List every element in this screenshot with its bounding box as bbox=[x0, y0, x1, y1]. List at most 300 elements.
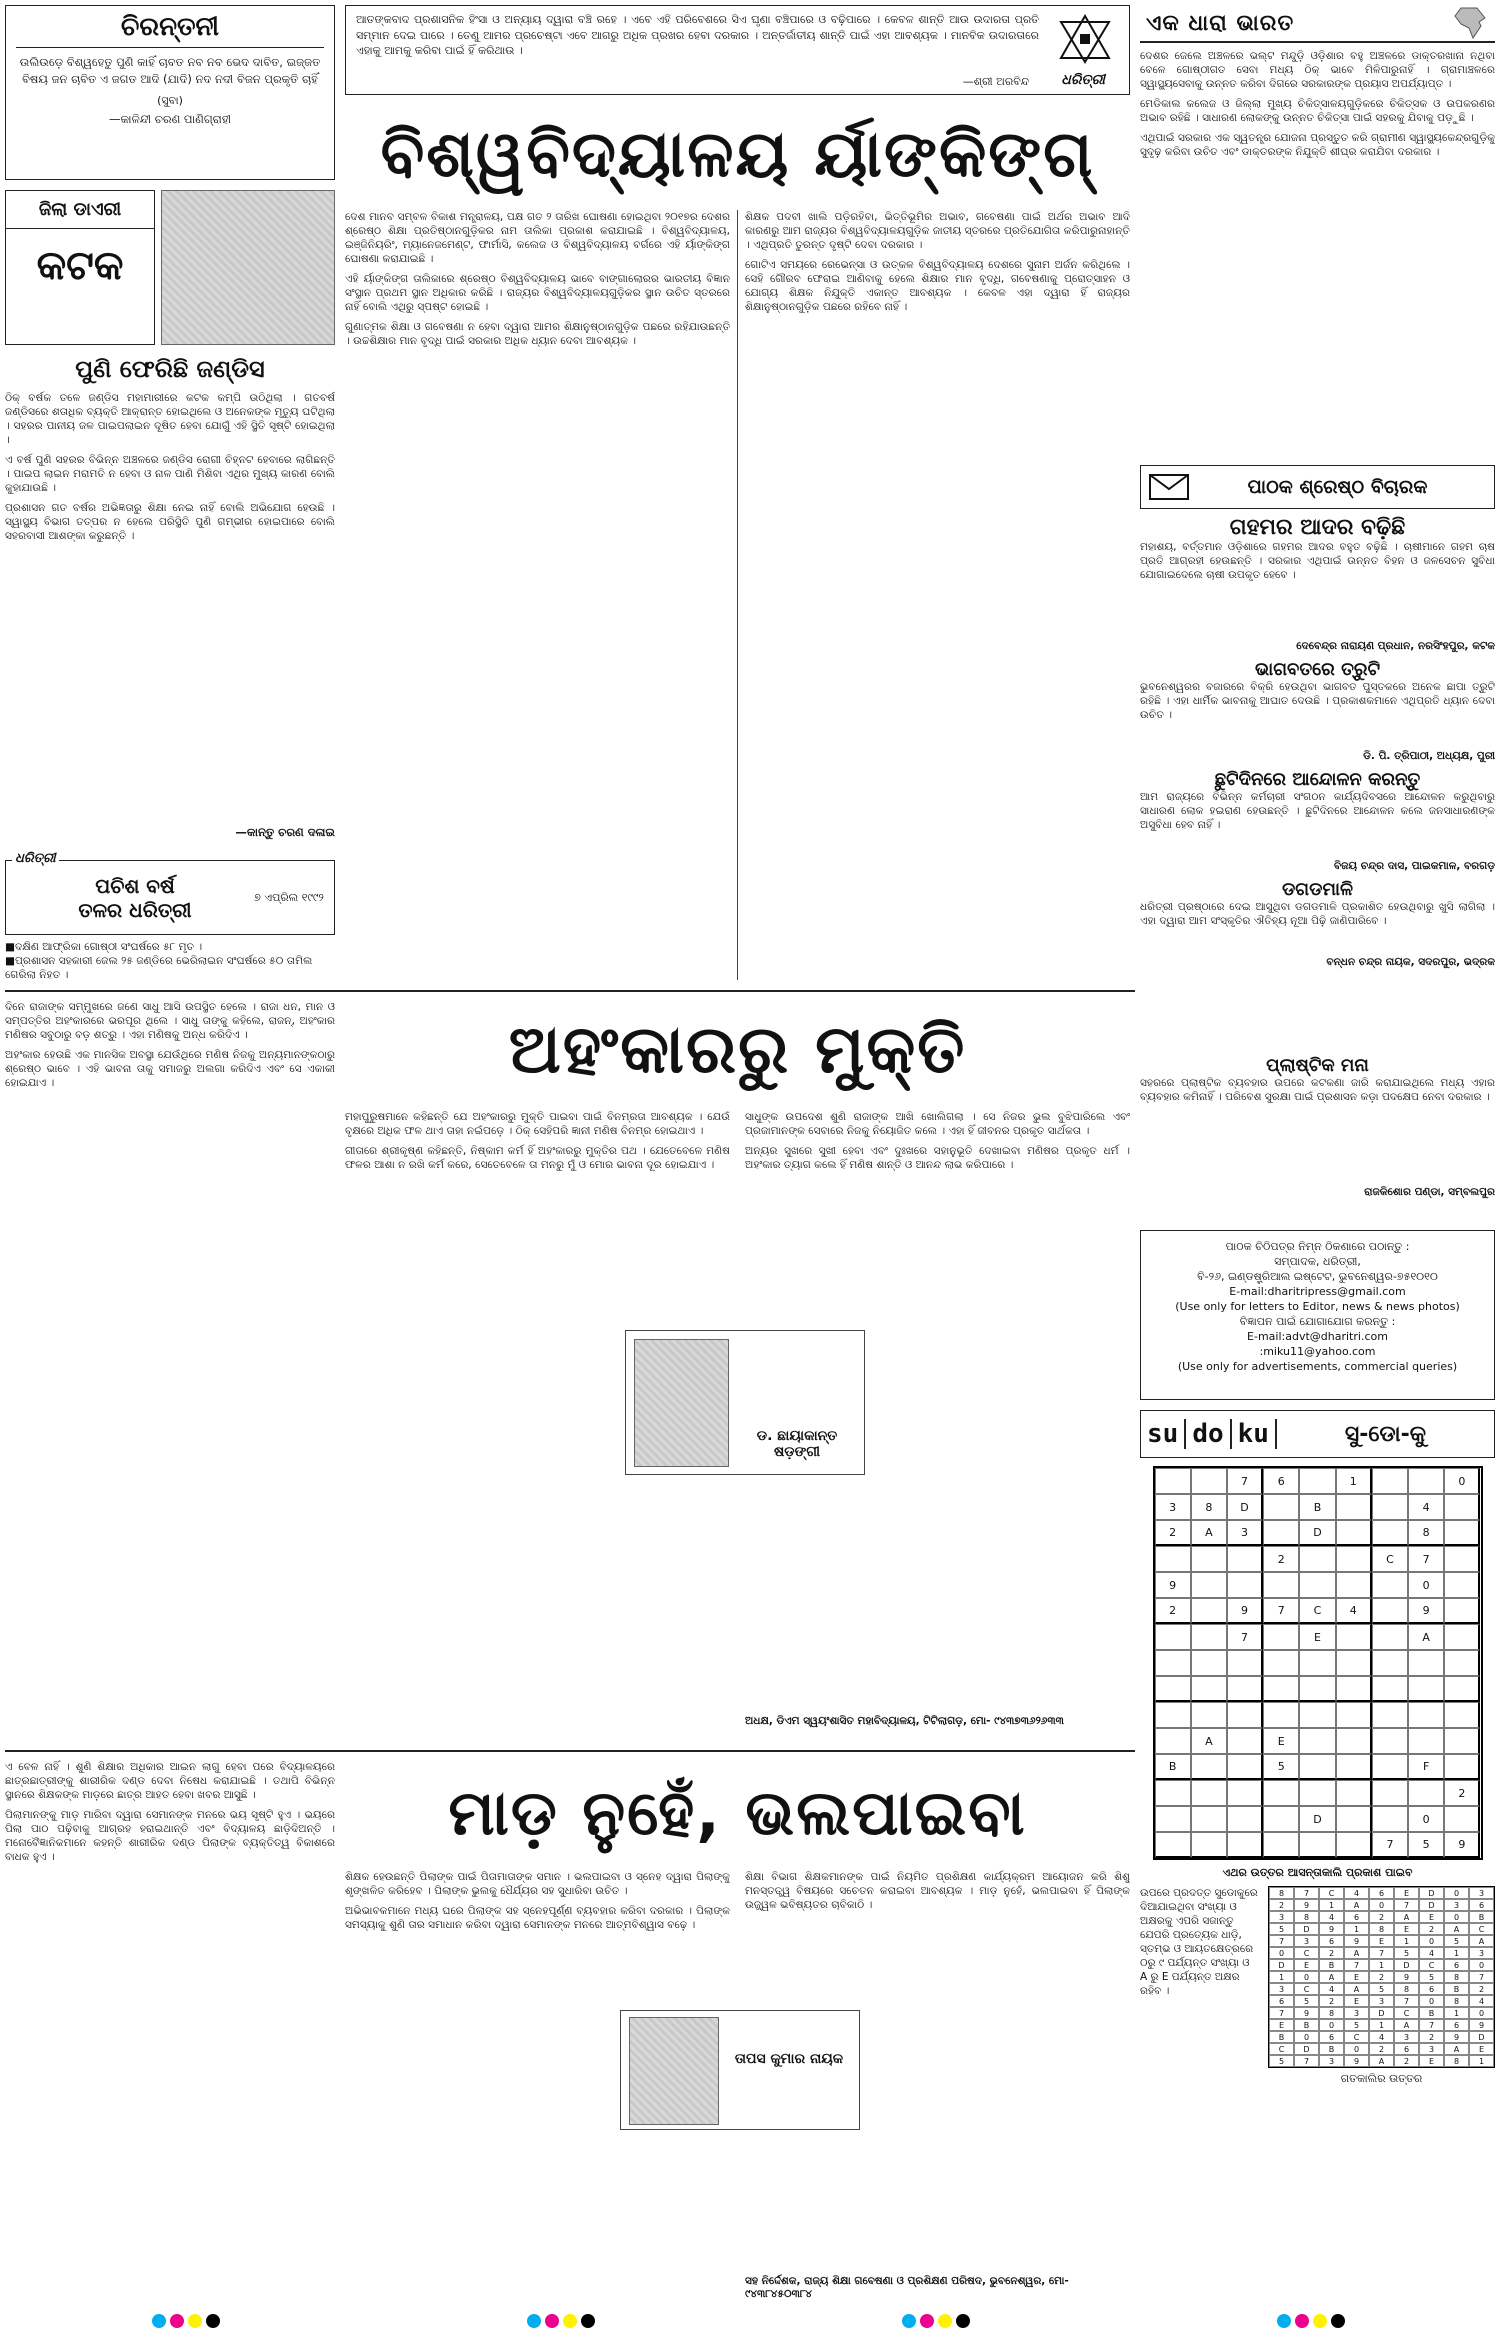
sudoku-cell[interactable] bbox=[1227, 1676, 1263, 1702]
solution-cell: 0 bbox=[1369, 1899, 1394, 1911]
sudoku-cell[interactable] bbox=[1263, 1520, 1299, 1546]
solution-cell: C bbox=[1344, 2031, 1369, 2043]
color-swatch bbox=[920, 2314, 934, 2328]
sudoku-title-en: ku bbox=[1232, 1419, 1277, 1449]
main-article-para: ଗୋଟିଏ ସମୟରେ ରେଭେନ୍ସା ଓ ଉତ୍କଳ ବିଶ୍ୱବିଦ୍ୟାଳୟ ଦେଶରେ ସୁନାମ ଅର୍ଜନ କରିଥିଲେ । ସେହି ଗୌରବ ଫେରାଇ ଆଣିବାକୁ ହେଲେ ଶିକ୍ଷାର ମାନ ବୃଦ୍ଧି, ଗବେଷଣାକୁ ପ୍ରୋତ୍ସାହନ ଓ ଯୋଗ୍ୟ ଶିକ୍ଷକ ନିଯୁକ୍ତି ଏକାନ୍ତ ଆବଶ୍ୟକ । କେବଳ ଏହା ଦ୍ୱାରା ହିଁ ରାଜ୍ୟର ଶିକ୍ଷାନୁଷ୍ଠାନଗୁଡ଼ିକ ପଛରେ ରହିବେ ନାହିଁ । bbox=[745, 259, 1130, 313]
solution-cell: 3 bbox=[1269, 1983, 1294, 1995]
solution-cell: 5 bbox=[1369, 1983, 1394, 1995]
solution-cell: 1 bbox=[1444, 1947, 1469, 1959]
sudoku-cell[interactable] bbox=[1299, 1702, 1335, 1728]
sudoku-cell[interactable] bbox=[1299, 1832, 1335, 1858]
ekdhara-bharat-title: ଏକ ଧାରା ଭାରତ bbox=[1146, 10, 1295, 36]
solution-cell: 4 bbox=[1419, 1947, 1444, 1959]
sudoku-cell[interactable] bbox=[1336, 1650, 1372, 1676]
sudoku-cell[interactable] bbox=[1191, 1806, 1227, 1832]
solution-cell: 6 bbox=[1319, 1935, 1344, 1947]
sudoku-cell[interactable]: 8 bbox=[1408, 1520, 1444, 1546]
solution-cell: E bbox=[1419, 2055, 1444, 2067]
solution-cell: 2 bbox=[1369, 1971, 1394, 1983]
solution-cell: A bbox=[1344, 1983, 1369, 1995]
sudoku-cell[interactable] bbox=[1155, 1832, 1191, 1858]
sudoku-cell[interactable] bbox=[1372, 1572, 1408, 1598]
letter-title: ଛୁଟିଦିନରେ ଆନ୍ଦୋଳନ କରନ୍ତୁ bbox=[1214, 769, 1421, 790]
ahankara-author-caption: ଡ. ଛାୟାକାନ୍ତ ଷଡ଼ଙ୍ଗୀ bbox=[756, 1428, 838, 1460]
sudoku-cell[interactable] bbox=[1155, 1728, 1191, 1754]
solution-cell: 8 bbox=[1444, 1971, 1469, 1983]
ahankara-para: ମହାପୁରୁଷମାନେ କହିଛନ୍ତି ଯେ ଅହଂକାରରୁ ମୁକ୍ତି ପାଇବା ପାଇଁ ବିନମ୍ରତା ଆବଶ୍ୟକ । ଯେଉଁ ବୃକ୍ଷରେ ଅଧିକ ଫଳ ଥାଏ ତାହା ନଇଁପଡ଼େ । ଠିକ୍ ସେହିପରି ଜ୍ଞାନୀ ମଣିଷ ବିନମ୍ର ହୋଇଥାଏ । bbox=[345, 1111, 730, 1137]
solution-cell: C bbox=[1294, 1947, 1319, 1959]
sudoku-cell[interactable] bbox=[1336, 1832, 1372, 1858]
ahankara-para: ଅନ୍ୟର ସୁଖରେ ସୁଖୀ ହେବା ଏବଂ ଦୁଃଖରେ ସହାନୁଭୂତି ଦେଖାଇବା ମଣିଷର ପ୍ରକୃତ ଧର୍ମ । ଅହଂକାର ତ୍ୟାଗ କଲେ ହିଁ ମଣିଷ ଶାନ୍ତି ଓ ଆନନ୍ଦ ଲାଭ କରିପାରେ । bbox=[745, 1145, 1130, 1171]
sudoku-cell[interactable] bbox=[1372, 1494, 1408, 1520]
sudoku-cell[interactable] bbox=[1444, 1546, 1480, 1572]
sudoku-cell[interactable]: C bbox=[1299, 1598, 1335, 1624]
sudoku-cell[interactable]: F bbox=[1408, 1754, 1444, 1780]
sudoku-cell[interactable] bbox=[1299, 1546, 1335, 1572]
sudoku-cell[interactable] bbox=[1372, 1598, 1408, 1624]
letters-section bbox=[1140, 465, 1495, 1125]
sudoku-cell[interactable] bbox=[1191, 1754, 1227, 1780]
cityscape-photo bbox=[161, 190, 335, 345]
sudoku-cell[interactable] bbox=[1372, 1806, 1408, 1832]
letter-sign: ଦେବେନ୍ଦ୍ର ନାରାୟଣ ପ୍ରଧାନ, ନରସିଂହପୁର, କଟକ bbox=[1296, 640, 1495, 652]
sudoku-cell[interactable] bbox=[1372, 1650, 1408, 1676]
sudoku-cell[interactable] bbox=[1299, 1572, 1335, 1598]
sudoku-cell[interactable] bbox=[1263, 1624, 1299, 1650]
solution-cell: E bbox=[1294, 1959, 1319, 1971]
sudoku-cell[interactable] bbox=[1444, 1624, 1480, 1650]
sudoku-cell[interactable] bbox=[1155, 1676, 1191, 1702]
letter-sign: ଡି. ପି. ତ୍ରିପାଠୀ, ଅଧ୍ୟକ୍ଷ, ପୁରୀ bbox=[1363, 750, 1495, 762]
sudoku-cell[interactable] bbox=[1263, 1676, 1299, 1702]
sudoku-cell[interactable] bbox=[1408, 1780, 1444, 1806]
sudoku-cell[interactable] bbox=[1227, 1754, 1263, 1780]
main-article-col-2 bbox=[745, 210, 1130, 985]
solution-cell: 2 bbox=[1394, 2055, 1419, 2067]
sudoku-cell[interactable] bbox=[1227, 1572, 1263, 1598]
sudoku-cell[interactable] bbox=[1299, 1754, 1335, 1780]
sudoku-cell[interactable] bbox=[1263, 1832, 1299, 1858]
sudoku-cell[interactable]: 7 bbox=[1408, 1546, 1444, 1572]
letter-item bbox=[1140, 769, 1495, 873]
sudoku-cell[interactable] bbox=[1299, 1676, 1335, 1702]
sudoku-cell[interactable] bbox=[1372, 1624, 1408, 1650]
sudoku-cell[interactable]: 9 bbox=[1155, 1572, 1191, 1598]
letter-sign: ବନ୍ଧନ ଚନ୍ଦ୍ର ନାୟକ, ସଦରପୁର, ଭଦ୍ରକ bbox=[1326, 956, 1495, 968]
section-rule bbox=[5, 1750, 1135, 1752]
sudoku-cell[interactable]: 8 bbox=[1191, 1494, 1227, 1520]
sudoku-cell[interactable]: C bbox=[1372, 1546, 1408, 1572]
chirantani-title: ଚିରନ୍ତନୀ bbox=[16, 12, 324, 48]
sudoku-cell[interactable]: E bbox=[1263, 1728, 1299, 1754]
sudoku-cell[interactable]: 4 bbox=[1408, 1494, 1444, 1520]
zilla-diary-header bbox=[5, 190, 335, 345]
sudoku-cell[interactable] bbox=[1336, 1624, 1372, 1650]
color-swatch bbox=[938, 2314, 952, 2328]
sudoku-cell[interactable] bbox=[1444, 1728, 1480, 1754]
solution-cell: 8 bbox=[1269, 1887, 1294, 1899]
solution-cell: D bbox=[1269, 1959, 1294, 1971]
sudoku-cell[interactable] bbox=[1372, 1780, 1408, 1806]
sudoku-cell[interactable] bbox=[1155, 1702, 1191, 1728]
solution-cell: 6 bbox=[1444, 1959, 1469, 1971]
sudoku-cell[interactable]: 7 bbox=[1372, 1832, 1408, 1858]
sudoku-cell[interactable] bbox=[1191, 1624, 1227, 1650]
solution-cell: B bbox=[1269, 2031, 1294, 2043]
sudoku-cell[interactable] bbox=[1299, 1728, 1335, 1754]
sudoku-cell[interactable] bbox=[1408, 1468, 1444, 1494]
solution-cell: A bbox=[1344, 1899, 1369, 1911]
pachisa-barsha-date: ୭ ଏପ୍ରିଲ ୧୯୯୨ bbox=[254, 890, 324, 904]
sudoku-cell[interactable]: 2 bbox=[1155, 1520, 1191, 1546]
sudoku-cell[interactable] bbox=[1408, 1728, 1444, 1754]
color-swatch bbox=[956, 2314, 970, 2328]
letter-item bbox=[1140, 1055, 1495, 1225]
solution-cell: A bbox=[1344, 1947, 1369, 1959]
sudoku-cell[interactable]: 2 bbox=[1155, 1598, 1191, 1624]
chirantani-poem: ଉଲିଉଡ଼େ ବିଶ୍ୱହେତୁ ପୁଣି କାହିଁ ଚାବତ ନବ ନବ ଭେଦ ଦାବିତ, ଇଜ୍ଜତ ବିଷୟ ଜନ ଚାବିତ ଏ ଜଗତ ଆଦି (ଯାଦି) ନଦ ନଦୀ ବିଜନ ପ୍ରକୃତି ଚାହିଁ bbox=[19, 55, 321, 86]
chirantani-box bbox=[5, 5, 335, 180]
sudoku-cell[interactable] bbox=[1444, 1650, 1480, 1676]
solution-cell: 8 bbox=[1369, 1923, 1394, 1935]
solution-cell: D bbox=[1469, 2031, 1494, 2043]
solution-cell: C bbox=[1394, 2007, 1419, 2019]
sudoku-cell[interactable] bbox=[1372, 1468, 1408, 1494]
solution-cell: 6 bbox=[1319, 2031, 1344, 2043]
solution-cell: 3 bbox=[1419, 2043, 1444, 2055]
solution-cell: 1 bbox=[1319, 1899, 1344, 1911]
sudoku-cell[interactable] bbox=[1155, 1546, 1191, 1572]
solution-cell: 2 bbox=[1369, 2043, 1394, 2055]
sudoku-cell[interactable] bbox=[1336, 1754, 1372, 1780]
mada-nuhen-para: ଅଭିଭାବକମାନେ ମଧ୍ୟ ଘରେ ପିଲାଙ୍କ ସହ ସ୍ନେହପୂର୍ଣ୍ଣ ବ୍ୟବହାର କରିବା ଦରକାର । ପିଲାଙ୍କ ସମସ୍ୟାକୁ ଶୁଣି ତାର ସମାଧାନ କରିବା ଦ୍ୱାରା ସେମାନଙ୍କ ମନରେ ଆତ୍ମବିଶ୍ୱାସ ବଢ଼େ । bbox=[345, 1905, 730, 1931]
sudoku-cell[interactable] bbox=[1191, 1676, 1227, 1702]
letter-title: ଭାଗବତରେ ତ୍ରୁଟି bbox=[1254, 659, 1381, 680]
sudoku-cell[interactable]: 3 bbox=[1155, 1494, 1191, 1520]
pachisa-barsha-item: ■ଦକ୍ଷିଣ ଆଫ୍ରିକା ଗୋଷ୍ଠୀ ସଂଘର୍ଷରେ ୫୮ ମୃତ । bbox=[5, 941, 203, 953]
sudoku-cell[interactable] bbox=[1372, 1728, 1408, 1754]
solution-cell: 7 bbox=[1269, 2007, 1294, 2019]
solution-cell: 8 bbox=[1444, 1995, 1469, 2007]
sudoku-cell[interactable] bbox=[1336, 1572, 1372, 1598]
solution-cell: 6 bbox=[1419, 1983, 1444, 1995]
sudoku-cell[interactable] bbox=[1227, 1546, 1263, 1572]
solution-cell: A bbox=[1319, 1971, 1344, 1983]
sudoku-cell[interactable] bbox=[1155, 1806, 1191, 1832]
sudoku-cell[interactable]: D bbox=[1299, 1806, 1335, 1832]
sudoku-cell[interactable] bbox=[1408, 1676, 1444, 1702]
sudoku-cell[interactable]: 5 bbox=[1263, 1754, 1299, 1780]
sudoku-cell[interactable]: 9 bbox=[1227, 1598, 1263, 1624]
chirantani-tag: (ସୁବା) bbox=[157, 94, 183, 107]
letter-sign: ବିଜୟ ଚନ୍ଦ୍ର ଦାସ, ପାଇକମାଳ, ବରଗଡ଼ bbox=[1333, 860, 1495, 872]
solution-cell: 3 bbox=[1294, 1935, 1319, 1947]
sudoku-cell[interactable] bbox=[1263, 1650, 1299, 1676]
solution-cell: E bbox=[1419, 1911, 1444, 1923]
pachisa-barsha-item: ■ପ୍ରଶାସନ ସହକାରୀ ଜେଲ ୨୫ ଜଣ୍ଡିରେ ଭେରିଲାଇନ ସଂଘର୍ଷରେ ୫୦ ତାମିଲ ଗେରିଲା ନିହତ । bbox=[5, 955, 313, 981]
sudoku-cell[interactable]: 1 bbox=[1336, 1468, 1372, 1494]
solution-cell: E bbox=[1269, 2019, 1294, 2031]
sudoku-cell[interactable] bbox=[1191, 1702, 1227, 1728]
section-rule bbox=[5, 990, 1135, 992]
mada-nuhen-footer: ସହ ନିର୍ଦ୍ଦେଶକ, ରାଜ୍ୟ ଶିକ୍ଷା ଗବେଷଣା ଓ ପ୍ରଶିକ୍ଷଣ ପରିଷଦ, ଭୁବନେଶ୍ୱର, ମୋ- ୯୪୩୮୪୫୦୩୮୪ bbox=[745, 2275, 1069, 2300]
contact-email-link[interactable]: :miku11@yahoo.com bbox=[1259, 1345, 1376, 1358]
sudoku-cell[interactable] bbox=[1336, 1676, 1372, 1702]
sudoku-cell[interactable] bbox=[1191, 1598, 1227, 1624]
sudoku-cell[interactable] bbox=[1408, 1702, 1444, 1728]
solution-cell: D bbox=[1394, 1959, 1419, 1971]
solution-cell: 3 bbox=[1269, 1911, 1294, 1923]
solution-cell: 7 bbox=[1269, 1935, 1294, 1947]
sudoku-solution-label: ଗତକାଲିର ଉତ୍ତର bbox=[1340, 2072, 1423, 2085]
solution-cell: 6 bbox=[1369, 1887, 1394, 1899]
sudoku-cell[interactable] bbox=[1191, 1650, 1227, 1676]
mada-nuhen-headline: ମାଡ଼ ନୁହେଁ, ଭଲପାଇବା bbox=[448, 1776, 1027, 1849]
sudoku-cell[interactable] bbox=[1227, 1832, 1263, 1858]
sudoku-cell[interactable]: 5 bbox=[1408, 1832, 1444, 1858]
ahankara-para: ଅହଂକାର ହେଉଛି ଏକ ମାନସିକ ଅବସ୍ଥା ଯେଉଁଥିରେ ମଣିଷ ନିଜକୁ ଅନ୍ୟମାନଙ୍କଠାରୁ ଶ୍ରେଷ୍ଠ ଭାବେ । ଏହି ଭାବନା ତାକୁ ସମାଜରୁ ଅଲଗା କରିଦିଏ ଏବଂ ସେ ଏକାକୀ ହୋଇଯାଏ । bbox=[5, 1049, 335, 1089]
solution-cell: 2 bbox=[1319, 1947, 1344, 1959]
sudoku-cell[interactable] bbox=[1155, 1624, 1191, 1650]
solution-cell: C bbox=[1419, 1959, 1444, 1971]
sudoku-cell[interactable] bbox=[1444, 1754, 1480, 1780]
pachisa-barsha-title-1: ପଚିଶ ବର୍ଷ bbox=[95, 873, 175, 898]
sudoku-cell[interactable] bbox=[1155, 1468, 1191, 1494]
sudoku-cell[interactable] bbox=[1155, 1650, 1191, 1676]
solution-cell: 4 bbox=[1319, 1983, 1344, 1995]
solution-cell: E bbox=[1369, 1935, 1394, 1947]
solution-cell: 7 bbox=[1294, 1887, 1319, 1899]
solution-cell: A bbox=[1469, 1935, 1494, 1947]
sudoku-cell[interactable] bbox=[1372, 1754, 1408, 1780]
sudoku-cell[interactable]: 2 bbox=[1444, 1780, 1480, 1806]
solution-cell: C bbox=[1469, 1923, 1494, 1935]
solution-cell: D bbox=[1294, 1923, 1319, 1935]
sudoku-cell[interactable] bbox=[1336, 1546, 1372, 1572]
sudoku-cell[interactable]: D bbox=[1299, 1520, 1335, 1546]
ahankara-para: ଗୀତାରେ ଶ୍ରୀକୃଷ୍ଣ କହିଛନ୍ତି, ନିଷ୍କାମ କର୍ମ ହିଁ ଅହଂକାରରୁ ମୁକ୍ତିର ପଥ । ଯେତେବେଳେ ମଣିଷ ଫଳର ଆଶା ନ ରଖି କର୍ମ କରେ, ସେତେବେଳେ ତା ମନରୁ ମୁଁ ଓ ମୋର ଭାବନା ଦୂର ହୋଇଯାଏ । bbox=[345, 1145, 730, 1171]
star-emblem-icon bbox=[1059, 14, 1111, 64]
sudoku-cell[interactable] bbox=[1336, 1520, 1372, 1546]
sudoku-cell[interactable]: E bbox=[1299, 1624, 1335, 1650]
sudoku-cell[interactable]: 9 bbox=[1408, 1598, 1444, 1624]
sudoku-cell[interactable]: D bbox=[1227, 1494, 1263, 1520]
letter-text: ଆମ ରାଜ୍ୟରେ ବିଭିନ୍ନ କର୍ମଚାରୀ ସଂଗଠନ କାର୍ଯ୍ୟଦିବସରେ ଆନ୍ଦୋଳନ କରୁଥିବାରୁ ସାଧାରଣ ଲୋକ ହଇରାଣ ହେଉଛନ୍ତି । ଛୁଟିଦିନରେ ଆନ୍ଦୋଳନ କଲେ ଜନସାଧାରଣଙ୍କ ଅସୁବିଧା ହେବ ନାହିଁ । bbox=[1140, 791, 1495, 831]
solution-cell: 3 bbox=[1469, 1887, 1494, 1899]
solution-cell: A bbox=[1369, 2055, 1394, 2067]
solution-cell: 2 bbox=[1269, 1899, 1294, 1911]
sudoku-cell[interactable]: 2 bbox=[1263, 1546, 1299, 1572]
sudoku-cell[interactable]: 0 bbox=[1408, 1572, 1444, 1598]
sudoku-cell[interactable]: 7 bbox=[1227, 1624, 1263, 1650]
color-swatch bbox=[563, 2314, 577, 2328]
mada-nuhen-author-caption: ତାପସ କୁମାର ନାୟକ bbox=[734, 2051, 844, 2067]
solution-cell: 7 bbox=[1294, 2055, 1319, 2067]
solution-cell: D bbox=[1419, 1899, 1444, 1911]
solution-cell: 0 bbox=[1469, 1959, 1494, 1971]
sudoku-cell[interactable] bbox=[1336, 1780, 1372, 1806]
solution-cell: 1 bbox=[1369, 1959, 1394, 1971]
sudoku-cell[interactable]: A bbox=[1191, 1728, 1227, 1754]
solution-cell: A bbox=[1394, 1911, 1419, 1923]
solution-cell: A bbox=[1444, 2043, 1469, 2055]
solution-cell: B bbox=[1319, 1959, 1344, 1971]
solution-cell: 4 bbox=[1369, 2031, 1394, 2043]
sudoku-cell[interactable] bbox=[1227, 1650, 1263, 1676]
sudoku-cell[interactable]: A bbox=[1191, 1520, 1227, 1546]
letters-banner bbox=[1140, 465, 1495, 509]
solution-cell: 8 bbox=[1394, 1983, 1419, 1995]
ekdhara-bharat-section bbox=[1140, 5, 1495, 460]
solution-cell: E bbox=[1469, 2043, 1494, 2055]
top-quote-logo: ଧରିତ୍ରୀ bbox=[1061, 72, 1105, 88]
author-portrait bbox=[629, 2017, 719, 2125]
solution-cell: 8 bbox=[1319, 2007, 1344, 2019]
solution-cell: 0 bbox=[1294, 2031, 1319, 2043]
solution-cell: 4 bbox=[1469, 1995, 1494, 2007]
contact-email-link[interactable]: E-mail:dharitripress@gmail.com bbox=[1229, 1285, 1406, 1298]
sudoku-cell[interactable] bbox=[1191, 1832, 1227, 1858]
zilla-diary-city: କଟକ bbox=[36, 243, 124, 289]
top-quote-box bbox=[345, 5, 1130, 95]
solution-cell: 2 bbox=[1319, 1995, 1344, 2007]
sudoku-cell[interactable] bbox=[1155, 1780, 1191, 1806]
sudoku-cell[interactable]: 0 bbox=[1444, 1468, 1480, 1494]
sudoku-cell[interactable] bbox=[1191, 1780, 1227, 1806]
sudoku-cell[interactable] bbox=[1263, 1806, 1299, 1832]
mada-nuhen-para: ଏ ବେଳ ନାହିଁ । ଶୁଣି ଶିକ୍ଷାର ଅଧିକାର ଆଇନ ଲାଗୁ ହେବା ପରେ ବିଦ୍ୟାଳୟରେ ଛାତ୍ରଛାତ୍ରୀଙ୍କୁ ଶାରୀରିକ ଦଣ୍ଡ ଦେବା ନିଷେଧ କରାଯାଇଛି । ତଥାପି ବିଭିନ୍ନ ସ୍ଥାନରେ ଶିକ୍ଷକଙ୍କ ମାଡ଼ରେ ଛାତ୍ର ଆହତ ହେବା ଖବର ଆସୁଛି । bbox=[5, 1761, 335, 1801]
sudoku-cell[interactable] bbox=[1336, 1494, 1372, 1520]
zilla-diary-para: ପ୍ରଶାସନ ଗତ ବର୍ଷର ଅଭିଜ୍ଞତାରୁ ଶିକ୍ଷା ନେଇ ନାହିଁ ବୋଲି ଅଭିଯୋଗ ହେଉଛି । ସ୍ୱାସ୍ଥ୍ୟ ବିଭାଗ ତତ୍ପର ନ ହେଲେ ପରିସ୍ଥିତି ପୁଣି ଗମ୍ଭୀର ହୋଇପାରେ ବୋଲି ସହରବାସୀ ଆଶଙ୍କା କରୁଛନ୍ତି । bbox=[5, 502, 335, 542]
mada-nuhen-para: ଶିକ୍ଷକ ହେଉଛନ୍ତି ପିଲାଙ୍କ ପାଇଁ ପିତାମାତାଙ୍କ ସମାନ । ଭଲପାଇବା ଓ ସ୍ନେହ ଦ୍ୱାରା ପିଲାଙ୍କୁ ଶୃଙ୍ଖଳିତ କରିହେବ । ପିଲାଙ୍କ ଭୁଲକୁ ଧୈର୍ଯ୍ୟର ସହ ସୁଧାରିବା ଉଚିତ । bbox=[345, 1871, 730, 1897]
color-swatch-group bbox=[1277, 2313, 1349, 2332]
sudoku-cell[interactable] bbox=[1263, 1780, 1299, 1806]
letter-title: ପ୍ଲାଷ୍ଟିକ ମନା bbox=[1266, 1055, 1369, 1076]
main-headline: ବିଶ୍ୱବିଦ୍ୟାଳୟ ର୍ୟାଙ୍କିଙ୍ଗ୍ bbox=[380, 118, 1095, 192]
solution-cell: 9 bbox=[1294, 2007, 1319, 2019]
letter-item bbox=[1140, 879, 1495, 969]
color-swatch bbox=[545, 2314, 559, 2328]
sudoku-cell[interactable] bbox=[1444, 1494, 1480, 1520]
solution-cell: 9 bbox=[1319, 1923, 1344, 1935]
sudoku-cell[interactable] bbox=[1227, 1806, 1263, 1832]
solution-cell: 9 bbox=[1294, 1899, 1319, 1911]
sudoku-cell[interactable] bbox=[1336, 1702, 1372, 1728]
color-swatch bbox=[1295, 2314, 1309, 2328]
sudoku-cell[interactable]: 7 bbox=[1227, 1468, 1263, 1494]
sudoku-section bbox=[1140, 1410, 1495, 2290]
sudoku-cell[interactable] bbox=[1408, 1650, 1444, 1676]
sudoku-cell[interactable] bbox=[1299, 1780, 1335, 1806]
contact-email-link[interactable]: E-mail:advt@dharitri.com bbox=[1247, 1330, 1388, 1343]
sudoku-cell[interactable] bbox=[1444, 1676, 1480, 1702]
color-swatch-group bbox=[152, 2313, 224, 2332]
letter-text: ଭୁବନେଶ୍ୱରର ବଜାରରେ ବିକ୍ରି ହେଉଥିବା ଭାଗବତ ପୁସ୍ତକରେ ଅନେକ ଛାପା ତ୍ରୁଟି ରହିଛି । ଏହା ଧାର୍ମିକ ଭାବନାକୁ ଆଘାତ ଦେଉଛି । ପ୍ରକାଶକମାନେ ଏଥିପ୍ରତି ଧ୍ୟାନ ଦେବା ଉଚିତ । bbox=[1140, 681, 1495, 721]
sudoku-cell[interactable] bbox=[1336, 1728, 1372, 1754]
sudoku-cell[interactable] bbox=[1299, 1650, 1335, 1676]
contact-line: ସମ୍ପାଦକ, ଧରିତ୍ରୀ, bbox=[1274, 1255, 1361, 1268]
solution-cell: 5 bbox=[1419, 1971, 1444, 1983]
sudoku-cell[interactable] bbox=[1191, 1468, 1227, 1494]
solution-cell: 9 bbox=[1344, 1935, 1369, 1947]
sudoku-cell[interactable] bbox=[1372, 1520, 1408, 1546]
sudoku-cell[interactable] bbox=[1444, 1806, 1480, 1832]
sudoku-cell[interactable] bbox=[1263, 1572, 1299, 1598]
sudoku-cell[interactable] bbox=[1372, 1676, 1408, 1702]
solution-cell: 1 bbox=[1469, 2055, 1494, 2067]
sudoku-cell[interactable] bbox=[1263, 1702, 1299, 1728]
solution-cell: 7 bbox=[1394, 1899, 1419, 1911]
solution-cell: 2 bbox=[1419, 2031, 1444, 2043]
sudoku-cell[interactable]: 3 bbox=[1227, 1520, 1263, 1546]
sudoku-cell[interactable] bbox=[1227, 1780, 1263, 1806]
solution-cell: E bbox=[1394, 1923, 1419, 1935]
sudoku-cell[interactable] bbox=[1227, 1728, 1263, 1754]
main-article-para: ଶିକ୍ଷକ ପଦବୀ ଖାଲି ପଡ଼ିରହିବା, ଭିତ୍ତିଭୂମିର ଅଭାବ, ଗବେଷଣା ପାଇଁ ଅର୍ଥର ଅଭାବ ଆଦି କାରଣରୁ ଆମ ରାଜ୍ୟର ବିଶ୍ୱବିଦ୍ୟାଳୟଗୁଡ଼ିକ ଜାତୀୟ ସ୍ତରରେ ପ୍ରତିଯୋଗିତା କରିପାରୁନାହାନ୍ତି । ଏଥିପ୍ରତି ତୁରନ୍ତ ଦୃଷ୍ଟି ଦେବା ଦରକାର । bbox=[745, 211, 1130, 251]
solution-cell: 6 bbox=[1344, 1911, 1369, 1923]
solution-cell: 3 bbox=[1319, 2055, 1344, 2067]
solution-cell: 1 bbox=[1369, 2019, 1394, 2031]
solution-cell: 7 bbox=[1419, 2019, 1444, 2031]
letter-item bbox=[1140, 515, 1495, 653]
solution-cell: 5 bbox=[1444, 1935, 1469, 1947]
sudoku-solution-grid bbox=[1268, 1886, 1495, 2068]
sudoku-note: ଏଥର ଉତ୍ତର ଆସନ୍ତାକାଲି ପ୍ରକାଶ ପାଇବ bbox=[1222, 1866, 1413, 1879]
contact-line: ବି-୨୬, ଇଣ୍ଡଷ୍ଟ୍ରିଆଲ ଇଷ୍ଟେଟ, ଭୁବନେଶ୍ୱର-୭୫୧୦୧୦ bbox=[1197, 1270, 1438, 1283]
sudoku-cell[interactable] bbox=[1444, 1702, 1480, 1728]
solution-cell: E bbox=[1344, 1995, 1369, 2007]
solution-cell: 6 bbox=[1269, 1995, 1294, 2007]
zilla-diary-author: —କାନ୍ତୁ ଚରଣ ଦଳାଇ bbox=[235, 825, 335, 839]
sudoku-cell[interactable] bbox=[1444, 1598, 1480, 1624]
main-article-para: ଏହି ର୍ୟାଙ୍କିଙ୍ଗ ତାଲିକାରେ ଶ୍ରେଷ୍ଠ ବିଶ୍ୱବିଦ୍ୟାଳୟ ଭାବେ ବାଙ୍ଗାଲୋରର ଭାରତୀୟ ବିଜ୍ଞାନ ସଂସ୍ଥାନ ପ୍ରଥମ ସ୍ଥାନ ଅଧିକାର କରିଛି । ରାଜ୍ୟର ବିଶ୍ୱବିଦ୍ୟାଳୟଗୁଡ଼ିକର ସ୍ଥାନ ଉଚିତ ସ୍ତରରେ ନାହିଁ ବୋଲି ଏଥିରୁ ସ୍ପଷ୍ଟ ହୋଇଛି । bbox=[345, 273, 730, 313]
sudoku-cell[interactable] bbox=[1227, 1702, 1263, 1728]
sudoku-cell[interactable]: 9 bbox=[1444, 1832, 1480, 1858]
color-swatch bbox=[527, 2314, 541, 2328]
sudoku-cell[interactable] bbox=[1336, 1806, 1372, 1832]
mada-nuhen-author-block bbox=[620, 2010, 860, 2130]
ekdhara-bharat-para: ଏଥିପାଇଁ ସରକାର ଏକ ସ୍ୱତନ୍ତ୍ର ଯୋଜନା ପ୍ରସ୍ତୁତ କରି ଗ୍ରାମୀଣ ସ୍ୱାସ୍ଥ୍ୟକେନ୍ଦ୍ରଗୁଡ଼ିକୁ ସୁଦୃଢ଼ କରିବା ଉଚିତ ଏବଂ ଡାକ୍ତରଙ୍କ ନିଯୁକ୍ତି ଶୀଘ୍ର କରାଯିବା ଦରକାର । bbox=[1140, 132, 1495, 158]
sudoku-cell[interactable] bbox=[1299, 1468, 1335, 1494]
solution-cell: 4 bbox=[1319, 1911, 1344, 1923]
solution-cell: 0 bbox=[1469, 2007, 1494, 2019]
sudoku-cell[interactable]: A bbox=[1408, 1624, 1444, 1650]
letter-text: ମହାଶୟ, ବର୍ତ୍ତମାନ ଓଡ଼ିଶାରେ ଗହମର ଆଦର ବହୁତ ବଢ଼ିଛି । ଚାଷୀମାନେ ଗହମ ଚାଷ ପ୍ରତି ଆଗ୍ରହୀ ହେଉଛନ୍ତି । ସରକାର ଏଥିପାଇଁ ଉନ୍ନତ ବିହନ ଓ ଜଳସେଚନ ସୁବିଧା ଯୋଗାଇଦେଲେ ଚାଷୀ ଉପକୃତ ହେବେ । bbox=[1140, 541, 1495, 581]
sudoku-cell[interactable]: 0 bbox=[1408, 1806, 1444, 1832]
solution-cell: 0 bbox=[1344, 2043, 1369, 2055]
sudoku-cell[interactable]: B bbox=[1155, 1754, 1191, 1780]
solution-cell: 1 bbox=[1394, 1935, 1419, 1947]
sudoku-cell[interactable] bbox=[1444, 1572, 1480, 1598]
solution-cell: 5 bbox=[1269, 2055, 1294, 2067]
solution-cell: 8 bbox=[1294, 1911, 1319, 1923]
sudoku-cell[interactable] bbox=[1191, 1572, 1227, 1598]
sudoku-cell[interactable]: 6 bbox=[1263, 1468, 1299, 1494]
sudoku-grid[interactable] bbox=[1153, 1466, 1483, 1860]
sudoku-cell[interactable] bbox=[1263, 1494, 1299, 1520]
solution-cell: 3 bbox=[1394, 2031, 1419, 2043]
solution-cell: B bbox=[1419, 2007, 1444, 2019]
color-swatch bbox=[188, 2314, 202, 2328]
sudoku-cell[interactable]: 7 bbox=[1263, 1598, 1299, 1624]
zilla-diary-para: ଏ ବର୍ଷ ପୁଣି ସହରର ବିଭିନ୍ନ ଅଞ୍ଚଳରେ ଜଣ୍ଡିସ ରୋଗୀ ଚିହ୍ନଟ ହେବାରେ ଲାଗିଛନ୍ତି । ପାଇପ ଲାଇନ ମରାମତି ନ ହେବା ଓ ନାଳ ପାଣି ମିଶିବା ଏଥିର ମୁଖ୍ୟ କାରଣ ବୋଲି କୁହାଯାଉଛି । bbox=[5, 454, 335, 494]
sudoku-cell[interactable] bbox=[1191, 1546, 1227, 1572]
envelope-icon bbox=[1149, 474, 1189, 500]
sudoku-cell[interactable]: 4 bbox=[1336, 1598, 1372, 1624]
sudoku-cell[interactable]: B bbox=[1299, 1494, 1335, 1520]
sudoku-cell[interactable] bbox=[1444, 1520, 1480, 1546]
sudoku-cell[interactable] bbox=[1372, 1702, 1408, 1728]
